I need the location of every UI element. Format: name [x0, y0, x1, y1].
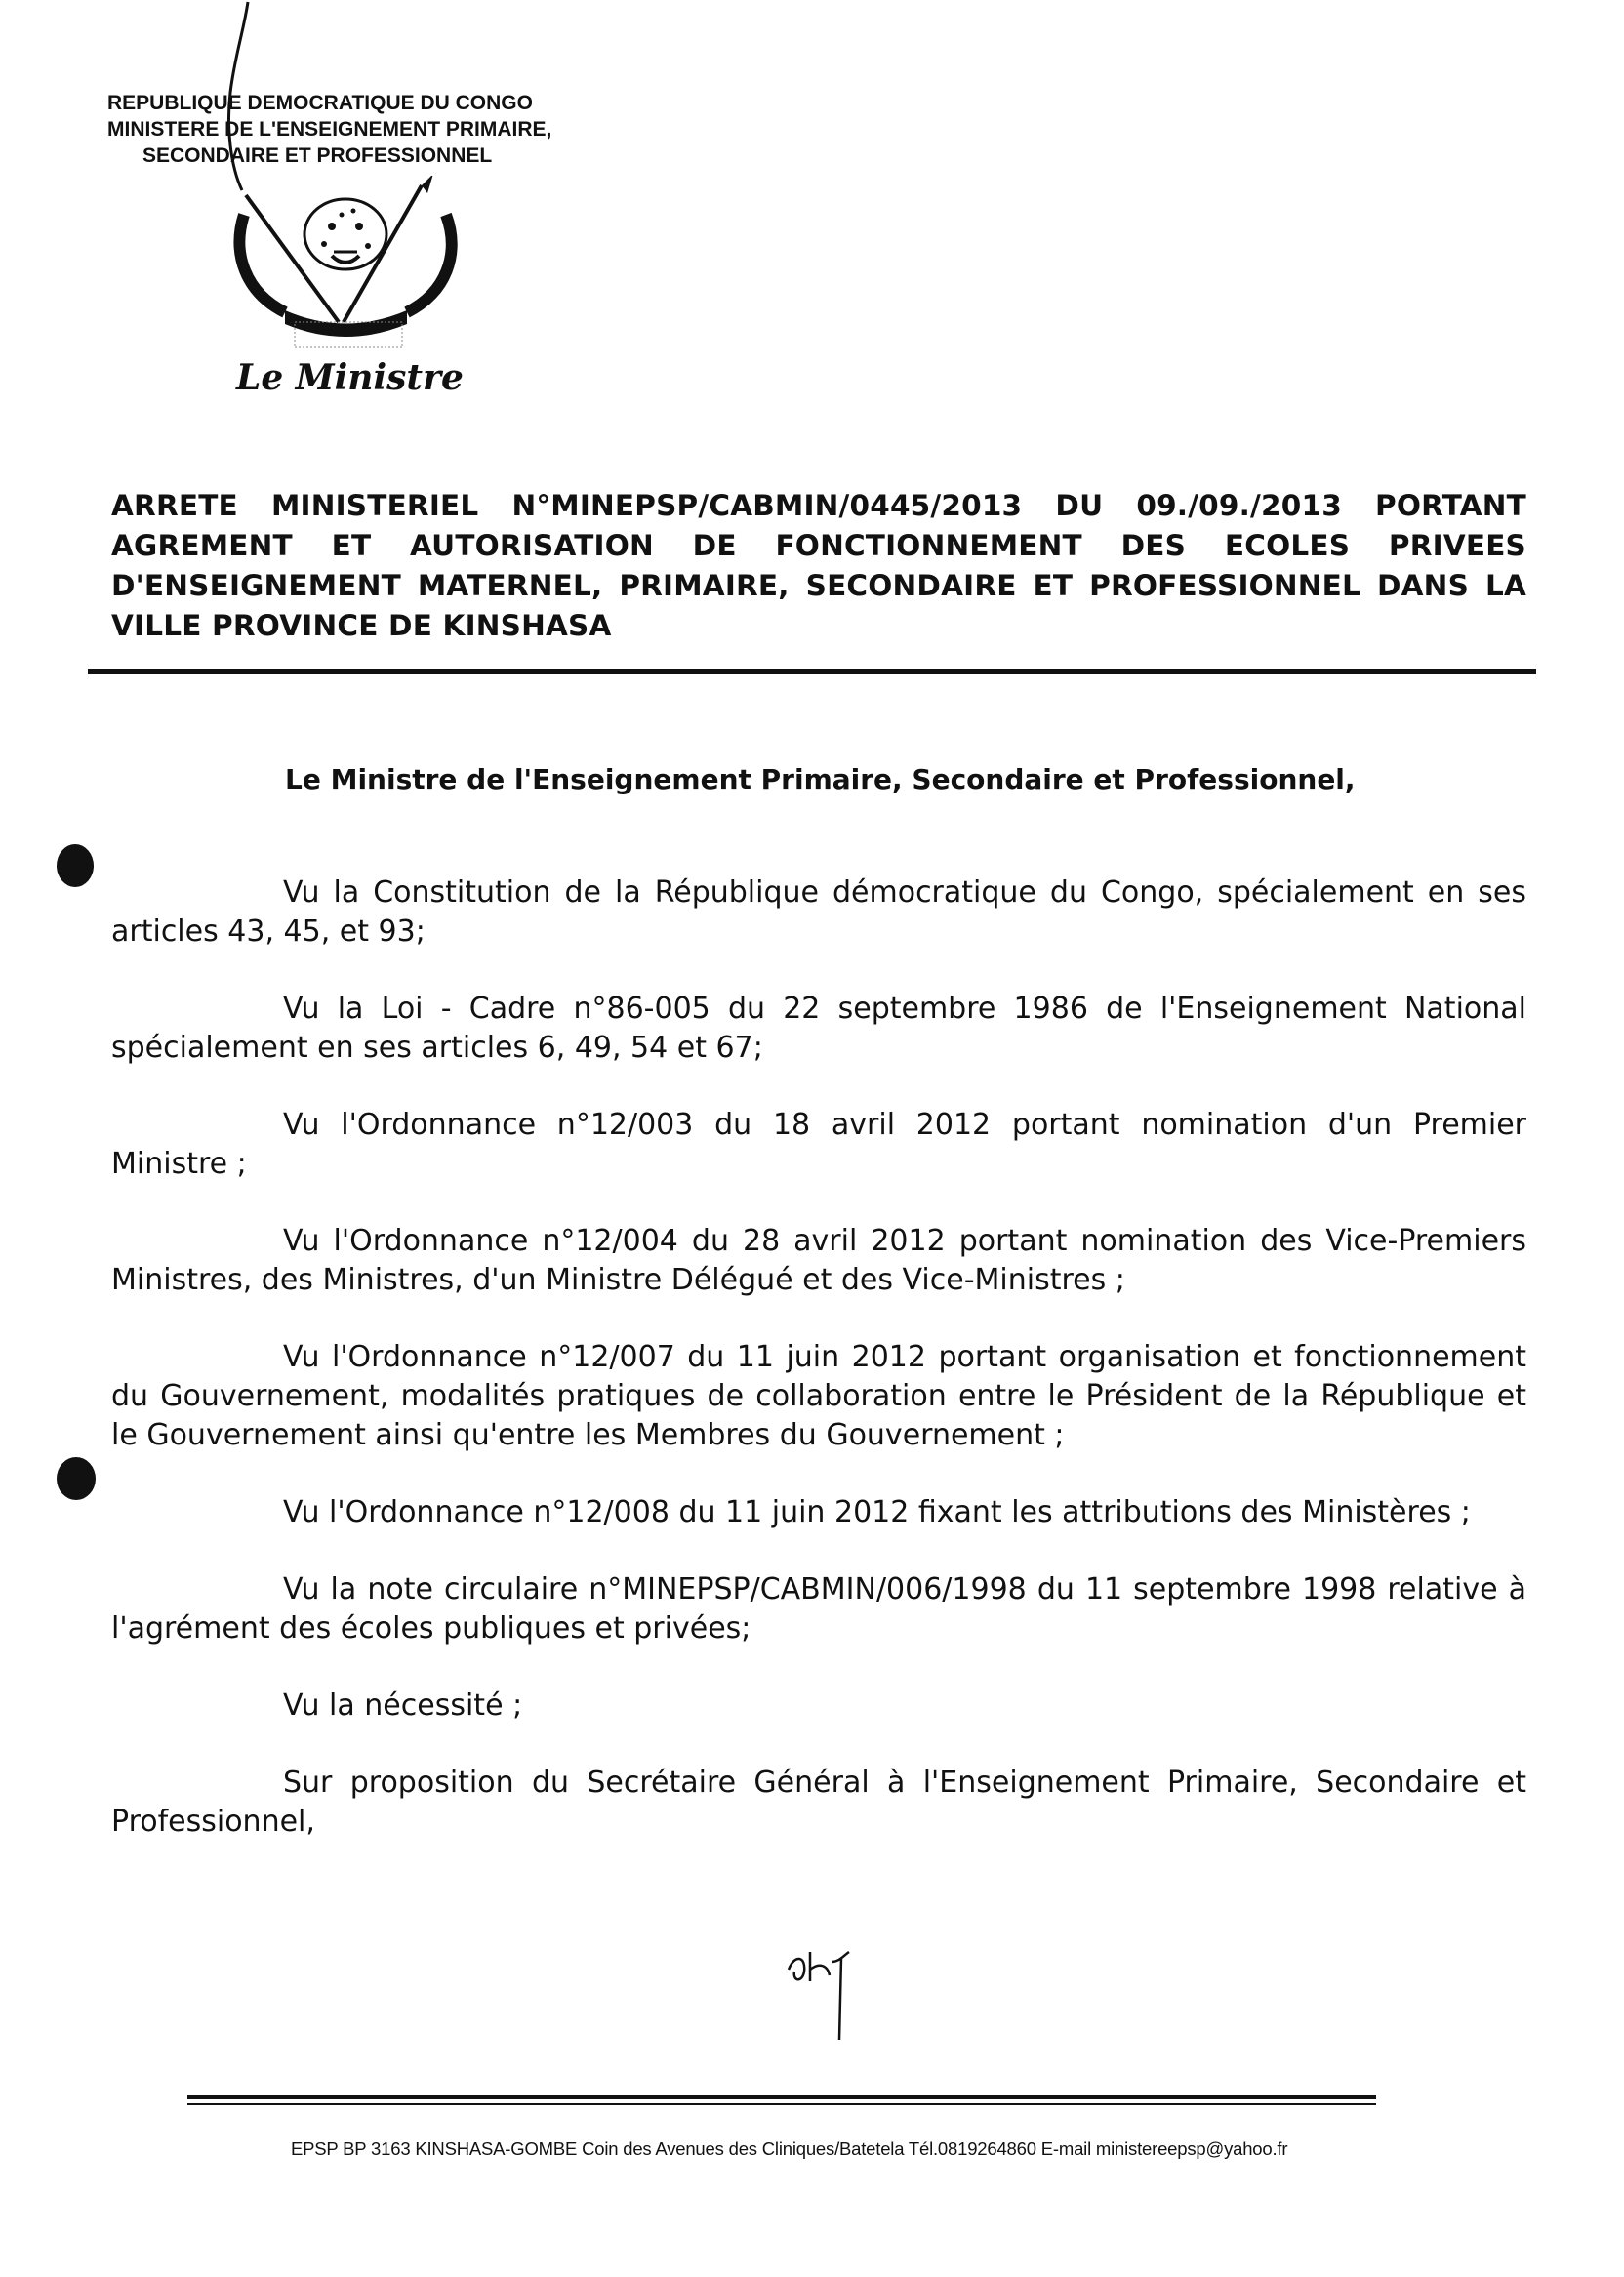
preamble-paragraph: Vu l'Ordonnance n°12/007 du 11 juin 2012 portant organisation et fonctionnement du Gouvernement, modalités pratiques de collaboration entre le Président de la République et le Gouvernement ainsi qu'entre les Membres du Gouvernement ; — [111, 1340, 1526, 1452]
title-divider — [88, 669, 1536, 674]
preamble-paragraph: Vu la Constitution de la République démocratique du Congo, spécialement en ses articles 43, 45, et 93; — [111, 875, 1526, 949]
preamble-paragraph: Vu l'Ordonnance n°12/008 du 11 juin 2012 fixant les attributions des Ministères ; — [283, 1495, 1471, 1529]
minister-signature-title: Le Ministre — [236, 357, 464, 398]
decree-preamble — [111, 874, 1526, 1842]
decree-title-text: ARRETE MINISTERIEL N°MINEPSP/CABMIN/0445/2013 DU 09./09./2013 PORTANT AGREMENT ET AUTORISATION DE FONCTIONNEMENT DES ECOLES PRIVEES D'ENSEIGNEMENT MATERNEL, PRIMAIRE, SECONDAIRE ET PROFESSIONNEL DANS LA VILLE PROVINCE DE KINSHASA — [111, 489, 1526, 642]
preamble-paragraph: Vu la Loi - Cadre n°86-005 du 22 septembre 1986 de l'Enseignement National spécialement en ses articles 6, 49, 54 et 67; — [111, 992, 1526, 1065]
letterhead-country: REPUBLIQUE DEMOCRATIQUE DU CONGO — [107, 92, 533, 114]
punch-hole-dot — [57, 844, 94, 887]
minister-heading: Le Ministre de l'Enseignement Primaire, Secondaire et Professionnel, — [285, 763, 1356, 795]
letterhead-ministry: MINISTERE DE L'ENSEIGNEMENT PRIMAIRE, — [107, 118, 552, 141]
footer-address: EPSP BP 3163 KINSHASA-GOMBE Coin des Avenues des Cliniques/Batetela Tél.0819264860 E-mail ministereepsp@yahoo.fr — [291, 2138, 1288, 2159]
preamble-paragraph: Vu l'Ordonnance n°12/004 du 28 avril 2012 portant nomination des Vice-Premiers Ministres, des Ministres, d'un Ministre Délégué et des Vice-Ministres ; — [111, 1224, 1526, 1297]
letterhead — [107, 90, 654, 169]
preamble-paragraph: Vu la note circulaire n°MINEPSP/CABMIN/006/1998 du 11 septembre 1998 relative à l'agrément des écoles publiques et privées; — [111, 1572, 1526, 1646]
preamble-paragraph: Sur proposition du Secrétaire Général à l'Enseignement Primaire, Secondaire et Professionnel, — [111, 1766, 1526, 1839]
decree-title — [111, 486, 1526, 646]
handwritten-initials — [781, 1942, 869, 2050]
preamble-paragraph: Vu la nécessité ; — [283, 1688, 523, 1723]
handwritten-stroke — [205, 0, 264, 195]
coat-of-arms-icon — [226, 176, 470, 351]
footer-divider — [187, 2095, 1376, 2099]
letterhead-ministry-cont: SECONDAIRE ET PROFESSIONNEL — [142, 144, 493, 167]
preamble-paragraph: Vu l'Ordonnance n°12/003 du 18 avril 2012 portant nomination d'un Premier Ministre ; — [111, 1108, 1526, 1181]
punch-hole-dot — [57, 1457, 96, 1500]
footer-divider-thin — [187, 2103, 1376, 2105]
